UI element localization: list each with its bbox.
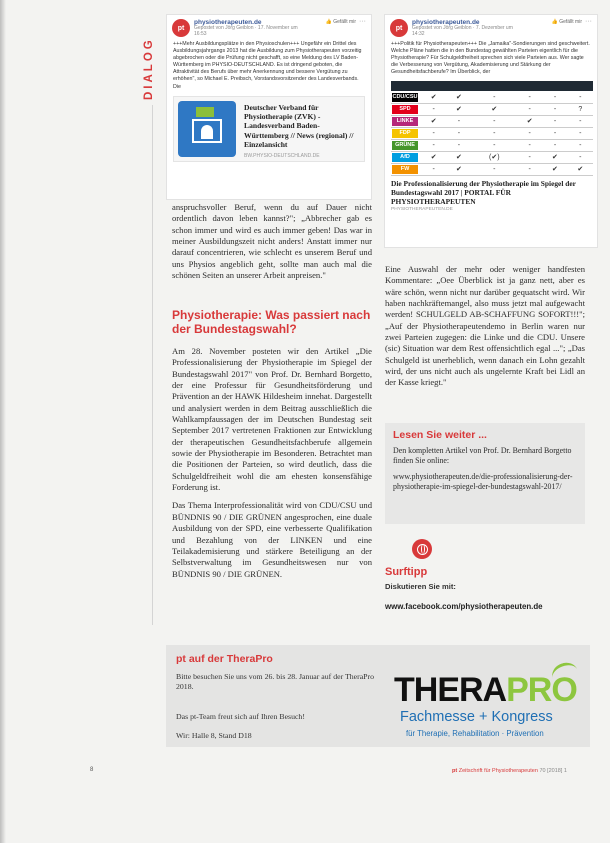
globe-icon: [412, 539, 432, 559]
table-cell: -: [568, 151, 593, 163]
therapro-hall: Wir: Halle 8, Stand D18: [176, 731, 252, 740]
facebook-post-left: [166, 14, 372, 200]
table-cell: -: [568, 91, 593, 103]
table-cell: (✔): [472, 151, 517, 163]
like-label: Gefällt mir: [559, 19, 582, 25]
table-cell: -: [542, 139, 567, 151]
therapro-tagline: für Therapie, Rehabilitation · Prävention: [406, 729, 544, 738]
section-label: DIALOG: [143, 37, 155, 100]
table-cell: -: [517, 103, 542, 115]
table-cell: -: [446, 127, 471, 139]
footer-issue: 70 [2018] 1: [539, 768, 567, 774]
read-more-text: Den kompletten Artikel von Prof. Dr. Bernhard Borgetto finden Sie online:: [393, 446, 572, 465]
more-options-icon[interactable]: ···: [359, 18, 366, 25]
table-cell: -: [472, 127, 517, 139]
table-row: [391, 91, 593, 103]
table-cell: ✔: [446, 103, 471, 115]
like-button[interactable]: 👍 Gefällt mir: [325, 19, 356, 25]
footer: [452, 768, 567, 774]
table-cell: -: [421, 127, 446, 139]
party-comparison-table: [391, 81, 593, 176]
table-cell: ✔: [421, 91, 446, 103]
logo-pro: PRO: [506, 671, 577, 709]
post-text: +++Mehr Ausbildungsplätze in den Physioschulen+++ Ungefähr ein Drittel des Ausbildungsjahrgangs 2013 hat die Ausbildung zum Physiotherapeuten vorzeitig abgebrochen oder die Prüfung nicht geschafft, so eine Meldung des LV Baden-Württemberg im PHYSIO-DEUTSCHLAND. Es ist dringend geboten, die Attraktivität des Berufs über mehr Anerkennung und bessere Vergütung zu erhöhen", so Michael E. Preibsch, Vorstandsvorsitzender des Landesverbands. Die: [173, 40, 362, 90]
link-domain: PHYSIOTHERAPEUTEN.DE: [391, 206, 453, 212]
party-logo: CDU/CSU: [392, 93, 418, 100]
surftipp-text: Diskutieren Sie mit:: [385, 582, 456, 591]
table-cell: ✔: [446, 151, 471, 163]
table-cell: -: [517, 91, 542, 103]
logo-thera: THERA: [394, 671, 507, 709]
table-row: [391, 139, 593, 151]
read-more-title: Lesen Sie weiter ...: [393, 429, 487, 441]
page-edge: [0, 0, 6, 843]
table-cell: -: [421, 163, 446, 175]
body-paragraph: Am 28. November posteten wir den Artikel „Die Professionalisierung der Physiotherapie im Spiegel der Bundestagswahl 2017" von Prof. Dr. Bernhard Borgetto, der eine Professur für Gesundheitsförderung und Prävention an der HAWK Hildesheim innehat. Dargestellt und analysiert werden in dem Beitrag ausschließlich die Wahlkampfaussagen der im Deutschen Bundestag seit September 2017 vertretenen Fraktionen zur Entwicklung der therapeutischen Gesundheitsfachberufe allgemein sowie der Physiotherapie im Besonderen. Betrachtet man die Positionen der Parteien, so wird deutlich, dass die Schulgeldfreiheit wohl die am ehesten konsensfähige Forderung ist.: [172, 346, 372, 493]
table-cell: -: [542, 91, 567, 103]
post-byline: Gepostet von Jörg Geiblon · 17. November um: [194, 25, 298, 32]
table-cell: -: [542, 115, 567, 127]
article-link[interactable]: www.physiotherapeuten.de/die-professionalisierung-der-physiotherapie-im-spiegel-der-bundestagswahl-2017/: [393, 472, 573, 491]
facebook-post-right: [384, 14, 598, 248]
presentation-icon: [178, 101, 236, 157]
table-row: [391, 103, 593, 115]
table-cell: -: [517, 139, 542, 151]
footer-magazine: Zeitschrift für Physiotherapeuten: [458, 768, 538, 774]
table-cell: ✔: [472, 103, 517, 115]
surftipp-title: Surftipp: [385, 566, 428, 578]
therapro-title: pt auf der TheraPro: [176, 653, 273, 665]
table-cell: -: [517, 127, 542, 139]
table-cell: -: [446, 115, 471, 127]
table-cell: ✔: [421, 151, 446, 163]
table-cell: ✔: [446, 163, 471, 175]
table-cell: ✔: [568, 163, 593, 175]
party-logo: AfD: [392, 153, 418, 162]
like-button[interactable]: 👍 Gefällt mir: [551, 19, 582, 25]
therapro-box: [166, 645, 590, 747]
table-row: [391, 127, 593, 139]
party-logo: FW: [392, 165, 418, 174]
therapro-logo: [394, 673, 577, 707]
facebook-link[interactable]: www.facebook.com/physiotherapeuten.de: [385, 602, 543, 611]
table-cell: -: [568, 115, 593, 127]
table-cell: -: [472, 115, 517, 127]
party-logo: GRÜNE: [392, 141, 418, 150]
party-logo: FDP: [392, 129, 418, 138]
post-header: [385, 15, 597, 40]
left-column-top: [172, 202, 372, 288]
table-cell: -: [446, 139, 471, 151]
left-column-body: [172, 346, 372, 587]
party-logo: LINKE: [392, 117, 418, 126]
therapro-note: Das pt-Team freut sich auf Ihren Besuch!: [176, 712, 305, 721]
table-cell: -: [472, 139, 517, 151]
post-time: 14:32: [412, 31, 425, 38]
column-divider: [152, 105, 153, 625]
table-cell: -: [517, 163, 542, 175]
avatar[interactable]: pt: [172, 19, 190, 37]
table-cell: -: [421, 139, 446, 151]
post-header: [167, 15, 371, 40]
therapro-text: Bitte besuchen Sie uns vom 26. bis 28. Januar auf der TheraPro 2018.: [176, 672, 374, 691]
page-name[interactable]: physiotherapeuten.de: [412, 19, 480, 26]
link-domain: BW.PHYSIO-DEUTSCHLAND.DE: [244, 152, 320, 159]
table-cell: -: [542, 127, 567, 139]
link-title: Deutscher Verband für Physiotherapie (ZVK) - Landesverband Baden-Württemberg // News (regional) // Einzelansicht: [244, 102, 354, 150]
like-label: Gefällt mir: [333, 19, 356, 25]
read-more-box: [385, 423, 585, 524]
table-cell: -: [568, 139, 593, 151]
link-title[interactable]: Die Professionalisierung der Physiotherapie im Spiegel der Bundestagswahl 2017 | PORTAL FÜR PHYSIOTHERAPEUTEN: [391, 178, 576, 206]
page-name[interactable]: physiotherapeuten.de: [194, 19, 262, 26]
table-row: [391, 163, 593, 175]
right-column-body: [385, 264, 585, 396]
body-paragraph: anspruchsvoller Beruf, wenn du auf Dauer nicht ordentlich davon leben kannst?"; „Abbrecher gab es schon immer und wird es auch immer geben! Das war in meiner Ausbildungszeit nicht anders! Anstatt immer nur darauf concentrieren, wie schlecht es unserem Beruf und uns Physios angeblich geht, sollte man auch mal die schönen Seiten an unserer Arbeit anpreisen.": [172, 202, 372, 281]
footer-brand: pt: [452, 768, 458, 774]
table-cell: ✔: [446, 91, 471, 103]
table-cell: ✔: [542, 151, 567, 163]
page-number: 8: [90, 767, 94, 773]
party-logo: SPD: [392, 105, 418, 114]
therapro-subtitle: Fachmesse + Kongress: [400, 709, 553, 725]
body-paragraph: Eine Auswahl der mehr oder weniger handfesten Kommentare: „Oee Überblick ist ja ganz nett, aber es wäre schön, wenn nicht nur darüber gequatscht wird. Wir haben nachkräftemangel, also muss jetzt mal aufgewacht werden! SCHULGELD AB-SCHAFFUNG SOFORT!!!"; „Auf der Physiotherapeutendemo in Berlin waren nur zwei Parteien zugegen: die Linke und die CDU. Unsere (sic) Situation war dem Rest offensichtlich egal ..."; „Das Schulgeld ist unerheblich, wenn danach ein Lohn gezahlt wird, der uns nicht auch als ungelernte Kraft bei Lidl an der Kasse kriegt.": [385, 264, 585, 388]
section-heading: Physiotherapie: Was passiert nach der Bundestagswahl?: [172, 308, 371, 336]
table-cell: ✔: [542, 163, 567, 175]
more-options-icon[interactable]: ···: [585, 18, 592, 25]
table-cell: ✔: [517, 115, 542, 127]
table-cell: -: [472, 163, 517, 175]
table-cell: -: [421, 103, 446, 115]
table-row: [391, 151, 593, 163]
table-row: [391, 115, 593, 127]
post-byline: Gepostet von Jörg Geiblon · 7. Dezember um: [412, 25, 513, 32]
body-paragraph: Das Thema Interprofessionalität wird von CDU/CSU und BÜNDNIS 90 / DIE GRÜNEN angesprochen, eine duale Ausbildung von der SPD, eine verbesserte Qualifikation und Bezahlung von der LINKEN und eine Teilakademisierung und stärkere Beteiligung an der Selbstverwaltung im Gesundheitswesen nur von BÜNDNIS 90 / DIE GRÜNEN.: [172, 500, 372, 579]
table-cell: -: [517, 151, 542, 163]
table-cell: -: [542, 103, 567, 115]
table-cell: -: [568, 127, 593, 139]
link-preview-card[interactable]: [173, 96, 365, 162]
post-time: 16:53: [194, 31, 207, 38]
table-cell: ?: [568, 103, 593, 115]
table-cell: -: [472, 91, 517, 103]
avatar[interactable]: pt: [390, 19, 408, 37]
post-text: +++Politik für Physiotherapeuten+++ Die „Jamaika"-Sondierungen sind geschweitert. Welche Pläne hatten die in den Bundestag gewählten Parteien eigentlich für die Physiotherapie? Für Schulgeldfreiheit sprechen sich viele Parteien aus. Wer sagte die Verbesserung von Vergütung, Akademisierung und Stärkung der Gesundheitsfachberufe? Im Überblick, der: [391, 40, 590, 76]
table-cell: ✔: [421, 115, 446, 127]
